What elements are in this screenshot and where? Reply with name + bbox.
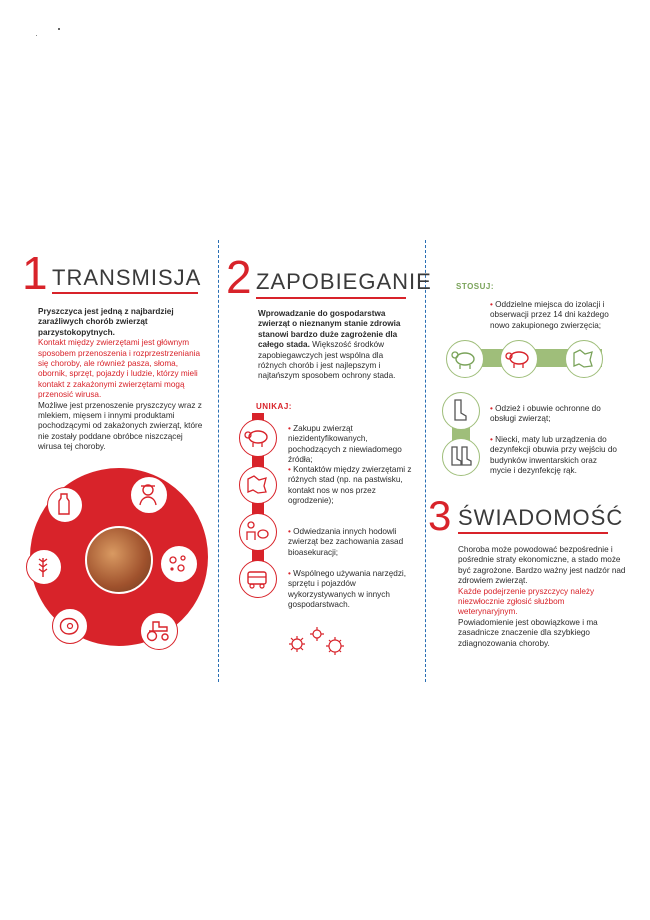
boots-icon [442,392,480,430]
scan-speck [58,28,60,30]
section-heading-zapobieganie: ZAPOBIEGANIE [256,269,432,294]
transmission-products-text: Możliwe jest przenoszenie pryszczycy wraz z mlekiem, mięsem i innymi produktami pochodzącymi od zakażonych zwierząt, które nie zostały poddane obróbce niszczącej wirusa tej choroby. [38,400,203,452]
transmission-intro: Pryszczyca jest jedną z najbardziej zaraźliwych chorób zwierząt parzystokopytnych. [38,307,174,337]
apply-item-1: • Oddzielne miejsca do izolacji i obserwacji przez 14 dni każdego nowo zakupionego zwierzęcia; [490,300,609,330]
section-number-1: 1 [22,247,48,299]
bus-icon [239,560,277,598]
scan-speck [36,35,37,36]
meat-icon [52,608,88,644]
apply-item-2: • Odzież i obuwie ochronne do obsługi zwierząt; [490,404,601,424]
milk-bottle-icon [47,487,83,523]
awareness-losses-text: Choroba może powodować bezpośrednie i pośrednie straty ekonomiczne, a stado może być zagrożone. Bardzo ważny jest nadzór nad zdrowiem zwierząt. [458,545,626,586]
column-divider-2 [425,240,426,682]
avoid-item-3: • Odwiedzania innych hodowli zwierząt bez zachowania zasad bioasekuracji; [288,527,404,557]
awareness-report-text: Każde podejrzenie pryszczycy należy niezwłocznie zgłosić służbom weterynaryjnym. [458,586,595,617]
section-number-3: 3 [428,492,452,539]
avoid-item-4: • Wspólnego używania narzędzi, sprzętu i pojazdów wykorzystywanych w innych gospodarstwach. [288,569,407,610]
virus-icon [160,545,198,583]
tractor-icon [140,612,178,650]
sheep-icon [239,419,277,457]
boots-icon [442,438,480,476]
prevention-intro-rest: Większość środków zapobiegawczych jest wspólna dla różnych chorób i jest najlepszym i najtańszym sposobem ochrony stada. [258,340,396,381]
awareness-text [458,545,626,649]
apply-label: STOSUJ: [456,282,495,291]
map-icon [239,466,277,504]
heading-rule-1 [52,292,198,294]
prevention-intro [258,309,408,382]
person-cow-icon [239,513,277,551]
sheep-icon [500,340,538,378]
section-number-2: 2 [226,251,252,303]
transmission-text [38,307,206,453]
apply-item-3: • Niecki, maty lub urządzenia do dezynfekcji obuwia przy wejściu do budynków inwentarskich oraz mycie i dezynfekcję rąk. [490,435,617,476]
section-heading-swiadomosc: ŚWIADOMOŚĆ [458,505,624,530]
cattle-photo [85,526,153,594]
column-divider-1 [218,240,219,682]
avoid-item-2: • Kontaktów między zwierzętami z różnych stad (np. na pastwisku, kontakt nos w nos przez ogrodzenie); [288,465,412,506]
avoid-item-1: • Zakupu zwierząt niezidentyfikowanych, pochodzących z niewiadomego źródła; [288,424,402,465]
heading-rule-2 [256,297,406,299]
avoid-label: UNIKAJ: [256,402,292,411]
heading-rule-3 [458,532,608,534]
farmer-icon [130,476,168,514]
section-heading-transmisja: TRANSMISJA [52,265,202,290]
awareness-notification-text: Powiadomienie jest obowiązkowe i ma zasadnicze znaczenie dla szybkiego zdiagnozowania choroby. [458,617,598,648]
wheat-icon [26,549,62,585]
cow-icon [446,340,484,378]
prevention-intro-bold: Wprowadzanie do gospodarstwa zwierząt o nieznanym stanie zdrowia stanowi bardzo duże zagrożenie dla całego stada. [258,309,401,350]
virus-cluster-icon [283,622,353,660]
map-icon [565,340,603,378]
transmission-contact-text: Kontakt między zwierzętami jest głównym sposobem przenoszenia i rozprzestrzeniania się choroby, ale również pasza, słoma, obornik, sprzęt, pojazdy i ludzie, którzy mieli kontakt z zakażonymi zwierzętami mogą przenosić wirusa. [38,338,201,400]
